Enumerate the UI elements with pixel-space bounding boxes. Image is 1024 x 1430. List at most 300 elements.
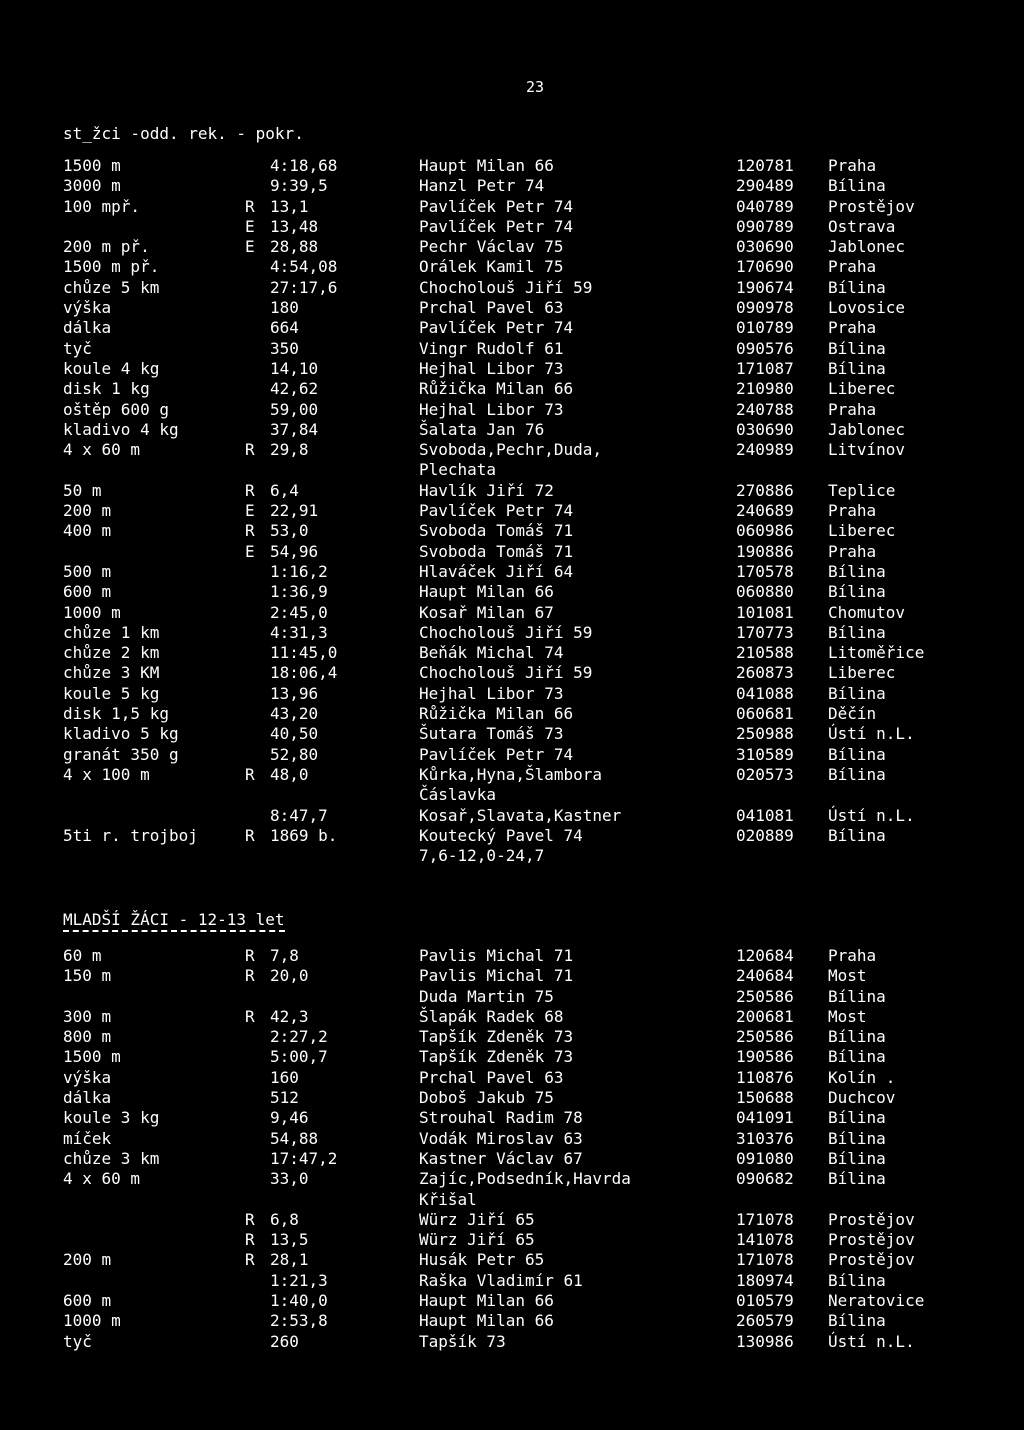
- record-date: 240684: [736, 966, 794, 986]
- record-result: 664: [270, 318, 299, 338]
- record-row: [63, 257, 963, 277]
- record-date: 010789: [736, 318, 794, 338]
- record-result: 350: [270, 338, 299, 358]
- record-place: Praha: [828, 541, 877, 561]
- record-athlete: Pavlis Michal 71: [419, 946, 574, 965]
- record-athlete: Šalata Jan 76: [419, 419, 545, 439]
- record-athlete: Pavlíček Petr 74: [419, 744, 574, 764]
- record-event: 1000 m: [63, 1311, 121, 1331]
- record-event: kladivo 5 kg: [63, 724, 179, 744]
- record-row: [63, 1169, 963, 1189]
- record-athlete: Haupt Milan 66: [419, 1311, 554, 1331]
- record-result: 4:18,68: [270, 156, 338, 175]
- record-athlete: Hlaváček Jiří 64: [419, 561, 574, 581]
- record-place: Praha: [828, 946, 877, 965]
- record-result: 6,8: [270, 1209, 299, 1229]
- record-row: [63, 1311, 963, 1331]
- record-event: 300 m: [63, 1006, 112, 1026]
- record-place: Ústí n.L.: [828, 805, 915, 825]
- record-flag: R: [245, 764, 255, 784]
- record-date: 090682: [736, 1169, 794, 1189]
- record-place: Liberec: [828, 521, 896, 541]
- record-date: 041091: [736, 1108, 794, 1128]
- record-athlete: Pavlíček Petr 74: [419, 318, 574, 338]
- record-flag: R: [245, 196, 255, 216]
- record-place: Ostrava: [828, 216, 896, 236]
- record-date: 190586: [736, 1047, 794, 1067]
- record-event: 150 m: [63, 966, 112, 986]
- record-event: disk 1 kg: [63, 379, 150, 399]
- record-row: [63, 643, 963, 663]
- record-event: 1500 m: [63, 1047, 121, 1067]
- record-result: 40,50: [270, 724, 319, 744]
- record-row: [63, 156, 963, 176]
- record-place: Ústí n.L.: [828, 1331, 915, 1351]
- record-date: 240689: [736, 501, 794, 521]
- record-athlete: Kosař,Slavata,Kastner: [419, 805, 622, 825]
- record-result: 9,46: [270, 1108, 309, 1128]
- record-flag: E: [245, 237, 255, 257]
- record-athlete: Raška Vladimír 61: [419, 1270, 583, 1290]
- record-athlete: Beňák Michal 74: [419, 643, 564, 663]
- record-event: chůze 3 KM: [63, 663, 160, 683]
- record-athlete: Kosař Milan 67: [419, 602, 554, 622]
- record-row: [63, 460, 963, 480]
- record-result: 1:21,3: [270, 1270, 328, 1290]
- record-place: Duchcov: [828, 1088, 896, 1108]
- record-place: Prostějov: [828, 1230, 915, 1250]
- record-athlete: Plechata: [419, 460, 497, 480]
- record-date: 250586: [736, 1027, 794, 1047]
- record-athlete: Pavlis Michal 71: [419, 966, 574, 986]
- record-place: Bílina: [828, 1128, 886, 1148]
- record-athlete: Svoboda Tomáš 71: [419, 521, 574, 541]
- record-flag: R: [245, 966, 255, 986]
- record-date: 020573: [736, 764, 794, 784]
- record-result: 9:39,5: [270, 176, 328, 196]
- record-date: 200681: [736, 1006, 794, 1026]
- record-date: 060880: [736, 582, 794, 602]
- record-result: 54,96: [270, 541, 319, 561]
- record-athlete: Pavlíček Petr 74: [419, 196, 574, 216]
- record-flag: R: [245, 521, 255, 541]
- record-place: Praha: [828, 501, 877, 521]
- record-row: [63, 420, 963, 440]
- record-athlete: Růžička Milan 66: [419, 704, 574, 724]
- record-row: [63, 562, 963, 582]
- record-result: 29,8: [270, 440, 309, 460]
- record-date: 190674: [736, 277, 794, 297]
- record-athlete: Tapšík Zdeněk 73: [419, 1047, 574, 1067]
- record-date: 090576: [736, 338, 794, 358]
- record-event: dálka: [63, 1088, 112, 1108]
- record-place: Teplice: [828, 480, 896, 500]
- record-event: 800 m: [63, 1027, 112, 1047]
- record-result: 2:45,0: [270, 602, 328, 622]
- record-athlete: Šlapák Radek 68: [419, 1006, 564, 1026]
- record-event: tyč: [63, 1331, 92, 1351]
- record-row: [63, 197, 963, 217]
- record-row: [63, 501, 963, 521]
- record-athlete: Würz Jiří 65: [419, 1230, 535, 1250]
- record-athlete: Hejhal Libor 73: [419, 683, 564, 703]
- record-date: 250586: [736, 986, 794, 1006]
- record-athlete: Haupt Milan 66: [419, 156, 554, 175]
- record-row: [63, 400, 963, 420]
- record-row: [63, 603, 963, 623]
- record-date: 180974: [736, 1270, 794, 1290]
- record-place: Bílina: [828, 764, 886, 784]
- record-row: [63, 846, 963, 866]
- record-event: 200 m: [63, 1250, 112, 1270]
- record-place: Bílina: [828, 1148, 886, 1168]
- record-row: [63, 946, 963, 966]
- record-place: Prostějov: [828, 1250, 915, 1270]
- record-athlete: Svoboda Tomáš 71: [419, 541, 574, 561]
- record-date: 170690: [736, 257, 794, 277]
- record-row: [63, 1088, 963, 1108]
- record-athlete: Prchal Pavel 63: [419, 1067, 564, 1087]
- record-athlete: Strouhal Radim 78: [419, 1108, 583, 1128]
- record-result: 5:00,7: [270, 1047, 328, 1067]
- record-place: Liberec: [828, 663, 896, 683]
- record-flag: R: [245, 1250, 255, 1270]
- record-athlete: Havlík Jiří 72: [419, 480, 554, 500]
- record-date: 250988: [736, 724, 794, 744]
- record-place: Ústí n.L.: [828, 724, 915, 744]
- record-result: 180: [270, 298, 299, 318]
- record-result: 13,1: [270, 196, 309, 216]
- record-date: 110876: [736, 1067, 794, 1087]
- record-date: 130986: [736, 1331, 794, 1351]
- record-row: [63, 542, 963, 562]
- record-row: [63, 623, 963, 643]
- record-flag: R: [245, 1230, 255, 1250]
- record-place: Jablonec: [828, 419, 906, 439]
- record-athlete: Čáslavka: [419, 785, 497, 805]
- record-date: 150688: [736, 1088, 794, 1108]
- record-event: chůze 3 km: [63, 1148, 160, 1168]
- record-row: [63, 379, 963, 399]
- record-place: Děčín: [828, 704, 877, 724]
- records-table-starsi-zaci: [63, 156, 963, 866]
- record-place: Bílina: [828, 986, 886, 1006]
- record-row: [63, 481, 963, 501]
- record-row: [63, 966, 963, 986]
- record-place: Bílina: [828, 1311, 886, 1331]
- record-date: 101081: [736, 602, 794, 622]
- record-place: Bílina: [828, 277, 886, 297]
- record-athlete: Würz Jiří 65: [419, 1209, 535, 1229]
- record-event: 200 m: [63, 501, 112, 521]
- record-athlete: 7,6-12,0-24,7: [419, 846, 545, 866]
- record-result: 1:40,0: [270, 1291, 328, 1311]
- record-date: 170578: [736, 561, 794, 581]
- record-flag: R: [245, 480, 255, 500]
- record-place: Bílina: [828, 1027, 886, 1047]
- record-row: [63, 1291, 963, 1311]
- record-event: 50 m: [63, 480, 102, 500]
- record-row: [63, 1068, 963, 1088]
- record-row: [63, 1250, 963, 1270]
- record-athlete: Pavlíček Petr 74: [419, 501, 574, 521]
- record-place: Bílina: [828, 1169, 886, 1189]
- record-result: 17:47,2: [270, 1148, 338, 1168]
- record-place: Litoměřice: [828, 643, 925, 663]
- record-row: [63, 785, 963, 805]
- record-place: Bílina: [828, 338, 886, 358]
- record-athlete: Svoboda,Pechr,Duda,: [419, 440, 603, 460]
- record-row: [63, 237, 963, 257]
- record-flag: R: [245, 1209, 255, 1229]
- record-athlete: Hejhal Libor 73: [419, 399, 564, 419]
- record-athlete: Kůrka,Hyna,Šlambora: [419, 764, 603, 784]
- record-date: 171078: [736, 1250, 794, 1270]
- record-event: kladivo 4 kg: [63, 419, 179, 439]
- record-date: 041088: [736, 683, 794, 703]
- record-athlete: Pechr Václav 75: [419, 237, 564, 257]
- record-athlete: Prchal Pavel 63: [419, 298, 564, 318]
- record-flag: R: [245, 946, 255, 965]
- record-place: Lovosice: [828, 298, 906, 318]
- record-date: 171078: [736, 1209, 794, 1229]
- record-flag: E: [245, 541, 255, 561]
- record-place: Most: [828, 1006, 867, 1026]
- record-athlete: Chocholouš Jiří 59: [419, 622, 593, 642]
- record-result: 1:36,9: [270, 582, 328, 602]
- record-result: 27:17,6: [270, 277, 338, 297]
- record-result: 13,5: [270, 1230, 309, 1250]
- record-row: [63, 1190, 963, 1210]
- record-event: 4 x 100 m: [63, 764, 150, 784]
- record-result: 160: [270, 1067, 299, 1087]
- record-event: chůze 2 km: [63, 643, 160, 663]
- record-place: Bílina: [828, 1108, 886, 1128]
- record-place: Bílina: [828, 622, 886, 642]
- record-result: 4:54,08: [270, 257, 338, 277]
- record-athlete: Kastner Václav 67: [419, 1148, 583, 1168]
- record-row: [63, 826, 963, 846]
- record-result: 37,84: [270, 419, 319, 439]
- record-result: 20,0: [270, 966, 309, 986]
- record-result: 4:31,3: [270, 622, 328, 642]
- record-place: Litvínov: [828, 440, 906, 460]
- record-result: 59,00: [270, 399, 319, 419]
- record-date: 290489: [736, 176, 794, 196]
- record-event: granát 350 g: [63, 744, 179, 764]
- record-row: [63, 663, 963, 683]
- record-place: Prostějov: [828, 196, 915, 216]
- record-result: 53,0: [270, 521, 309, 541]
- record-flag: E: [245, 216, 255, 236]
- record-place: Chomutov: [828, 602, 906, 622]
- record-event: 60 m: [63, 946, 102, 965]
- record-event: 4 x 60 m: [63, 1169, 141, 1189]
- record-date: 210588: [736, 643, 794, 663]
- record-athlete: Orálek Kamil 75: [419, 257, 564, 277]
- record-result: 28,1: [270, 1250, 309, 1270]
- record-row: [63, 217, 963, 237]
- record-result: 22,91: [270, 501, 319, 521]
- record-date: 091080: [736, 1148, 794, 1168]
- record-date: 090978: [736, 298, 794, 318]
- record-athlete: Tapšík Zdeněk 73: [419, 1027, 574, 1047]
- record-result: 14,10: [270, 358, 319, 378]
- record-result: 6,4: [270, 480, 299, 500]
- record-athlete: Růžička Milan 66: [419, 379, 574, 399]
- record-flag: R: [245, 825, 255, 845]
- record-event: disk 1,5 kg: [63, 704, 169, 724]
- record-event: 400 m: [63, 521, 112, 541]
- record-place: Bílina: [828, 683, 886, 703]
- record-result: 512: [270, 1088, 299, 1108]
- record-result: 260: [270, 1331, 299, 1351]
- record-place: Prostějov: [828, 1209, 915, 1229]
- record-event: 100 mpř.: [63, 196, 141, 216]
- record-date: 171087: [736, 358, 794, 378]
- record-event: 4 x 60 m: [63, 440, 141, 460]
- record-result: 48,0: [270, 764, 309, 784]
- record-event: 600 m: [63, 582, 112, 602]
- section-title-starsi-zaci: st_žci -odd. rek. - pokr.: [63, 124, 304, 143]
- record-result: 8:47,7: [270, 805, 328, 825]
- record-date: 030690: [736, 419, 794, 439]
- record-row: [63, 765, 963, 785]
- record-place: Bílina: [828, 744, 886, 764]
- record-place: Kolín .: [828, 1067, 896, 1087]
- record-date: 060681: [736, 704, 794, 724]
- record-event: 3000 m: [63, 176, 121, 196]
- record-date: 020889: [736, 825, 794, 845]
- record-row: [63, 745, 963, 765]
- record-date: 310589: [736, 744, 794, 764]
- record-event: 200 m př.: [63, 237, 150, 257]
- record-event: výška: [63, 298, 112, 318]
- record-event: chůze 5 km: [63, 277, 160, 297]
- record-athlete: Vodák Miroslav 63: [419, 1128, 583, 1148]
- record-date: 240989: [736, 440, 794, 460]
- record-row: [63, 359, 963, 379]
- record-date: 120684: [736, 946, 794, 965]
- record-place: Bílina: [828, 582, 886, 602]
- record-result: 1869 b.: [270, 825, 338, 845]
- record-athlete: Hanzl Petr 74: [419, 176, 545, 196]
- record-date: 270886: [736, 480, 794, 500]
- record-athlete: Husák Petr 65: [419, 1250, 545, 1270]
- record-event: koule 5 kg: [63, 683, 160, 703]
- record-result: 13,96: [270, 683, 319, 703]
- record-row: [63, 1047, 963, 1067]
- record-date: 010579: [736, 1291, 794, 1311]
- record-result: 28,88: [270, 237, 319, 257]
- record-date: 260873: [736, 663, 794, 683]
- record-row: [63, 1271, 963, 1291]
- record-result: 42,3: [270, 1006, 309, 1026]
- record-event: 1500 m př.: [63, 257, 160, 277]
- record-event: koule 4 kg: [63, 358, 160, 378]
- record-place: Praha: [828, 156, 877, 175]
- record-place: Bílina: [828, 825, 886, 845]
- page-number: 23: [526, 78, 545, 96]
- record-date: 040789: [736, 196, 794, 216]
- record-athlete: Šutara Tomáš 73: [419, 724, 564, 744]
- record-athlete: Zajíc,Podsedník,Havrda: [419, 1169, 631, 1189]
- record-result: 43,20: [270, 704, 319, 724]
- record-row: [63, 318, 963, 338]
- record-flag: E: [245, 501, 255, 521]
- record-place: Neratovice: [828, 1291, 925, 1311]
- record-athlete: Doboš Jakub 75: [419, 1088, 554, 1108]
- record-row: [63, 1230, 963, 1250]
- record-event: 1000 m: [63, 602, 121, 622]
- record-row: [63, 582, 963, 602]
- record-athlete: Hejhal Libor 73: [419, 358, 564, 378]
- record-row: [63, 1108, 963, 1128]
- record-flag: R: [245, 440, 255, 460]
- record-date: 141078: [736, 1230, 794, 1250]
- record-row: [63, 278, 963, 298]
- record-event: 5ti r. trojboj: [63, 825, 198, 845]
- record-athlete: Křišal: [419, 1189, 477, 1209]
- record-row: [63, 176, 963, 196]
- record-result: 7,8: [270, 946, 299, 965]
- record-place: Praha: [828, 399, 877, 419]
- record-row: [63, 1210, 963, 1230]
- record-date: 060986: [736, 521, 794, 541]
- record-athlete: Vingr Rudolf 61: [419, 338, 564, 358]
- record-date: 190886: [736, 541, 794, 561]
- record-date: 170773: [736, 622, 794, 642]
- record-result: 18:06,4: [270, 663, 338, 683]
- record-row: [63, 987, 963, 1007]
- record-row: [63, 1007, 963, 1027]
- record-place: Bílina: [828, 1047, 886, 1067]
- record-place: Praha: [828, 318, 877, 338]
- record-event: koule 3 kg: [63, 1108, 160, 1128]
- record-result: 2:27,2: [270, 1027, 328, 1047]
- record-event: oštěp 600 g: [63, 399, 169, 419]
- record-date: 120781: [736, 156, 794, 175]
- record-place: Liberec: [828, 379, 896, 399]
- record-row: [63, 521, 963, 541]
- record-athlete: Pavlíček Petr 74: [419, 216, 574, 236]
- record-athlete: Haupt Milan 66: [419, 1291, 554, 1311]
- record-date: 090789: [736, 216, 794, 236]
- record-place: Bílina: [828, 358, 886, 378]
- record-place: Bílina: [828, 176, 886, 196]
- record-event: tyč: [63, 338, 92, 358]
- record-event: 1500 m: [63, 156, 121, 175]
- record-result: 42,62: [270, 379, 319, 399]
- record-athlete: Tapšík 73: [419, 1331, 506, 1351]
- record-row: [63, 1129, 963, 1149]
- record-date: 041081: [736, 805, 794, 825]
- record-athlete: Chocholouš Jiří 59: [419, 663, 593, 683]
- record-result: 33,0: [270, 1169, 309, 1189]
- record-date: 240788: [736, 399, 794, 419]
- record-athlete: Duda Martin 75: [419, 986, 554, 1006]
- record-athlete: Koutecký Pavel 74: [419, 825, 583, 845]
- record-place: Most: [828, 966, 867, 986]
- record-event: dálka: [63, 318, 112, 338]
- record-flag: R: [245, 1006, 255, 1026]
- record-event: 600 m: [63, 1291, 112, 1311]
- record-row: [63, 440, 963, 460]
- record-event: míček: [63, 1128, 112, 1148]
- record-result: 1:16,2: [270, 561, 328, 581]
- record-event: chůze 1 km: [63, 622, 160, 642]
- record-athlete: Chocholouš Jiří 59: [419, 277, 593, 297]
